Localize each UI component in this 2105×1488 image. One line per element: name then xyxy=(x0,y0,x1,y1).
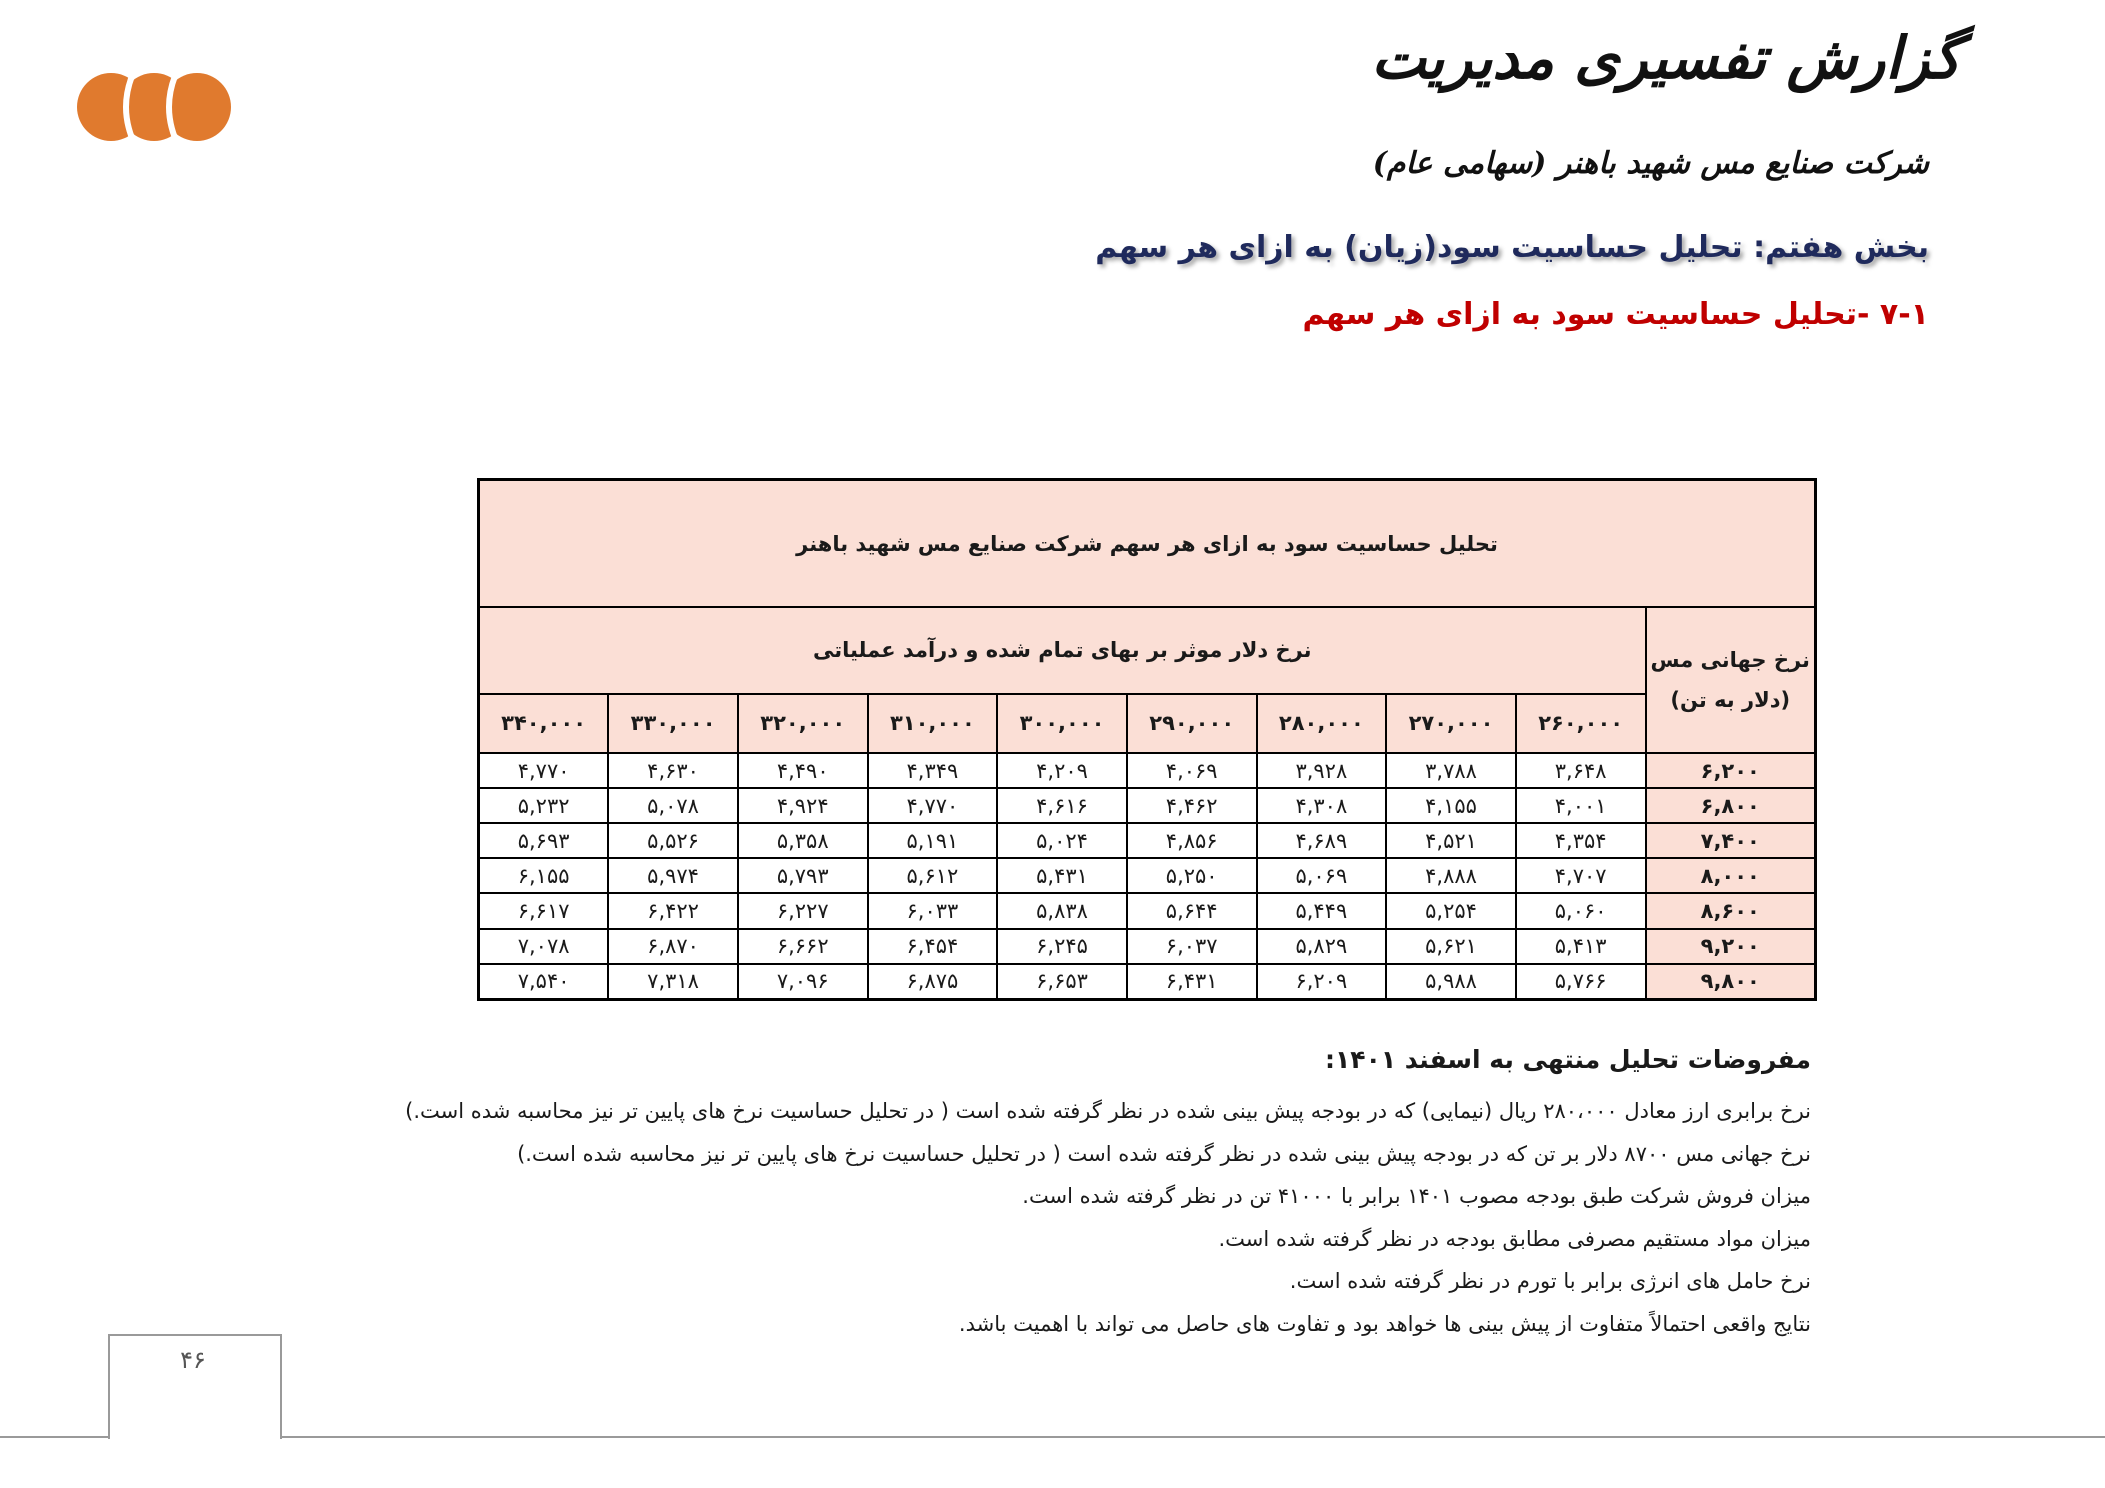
eps-value-cell: ۵,۰۷۸ xyxy=(608,788,738,823)
eps-value-cell: ۵,۷۶۶ xyxy=(1516,964,1646,1000)
eps-value-cell: ۴,۰۶۹ xyxy=(1127,753,1257,788)
dollar-rate-cell: ۳۱۰,۰۰۰ xyxy=(868,694,998,753)
eps-value-cell: ۴,۷۷۰ xyxy=(868,788,998,823)
eps-value-cell: ۵,۴۴۹ xyxy=(1257,893,1387,928)
eps-value-cell: ۵,۷۹۳ xyxy=(738,858,868,893)
eps-value-cell: ۵,۳۵۸ xyxy=(738,823,868,858)
dollar-rate-group-header: نرخ دلار موثر بر بهای تمام شده و درآمد عملیاتی xyxy=(479,607,1646,693)
sub-heading: ۷-۱ -تحلیل حساسیت سود به ازای هر سهم xyxy=(1302,297,1929,332)
table-body xyxy=(479,753,1816,1000)
dollar-rate-header-row xyxy=(479,694,1816,753)
eps-value-cell: ۵,۰۶۰ xyxy=(1516,893,1646,928)
eps-value-cell: ۳,۶۴۸ xyxy=(1516,753,1646,788)
dollar-rate-cell: ۲۸۰,۰۰۰ xyxy=(1257,694,1387,753)
eps-value-cell: ۵,۶۹۳ xyxy=(479,823,609,858)
table-row xyxy=(479,964,1816,1000)
company-logo xyxy=(74,70,234,144)
eps-value-cell: ۵,۸۲۹ xyxy=(1257,929,1387,964)
assumption-item: نرخ حامل های انرژی برابر با تورم در نظر گرفته شده است. xyxy=(1289,1269,1811,1293)
eps-value-cell: ۵,۸۳۸ xyxy=(997,893,1127,928)
eps-value-cell: ۶,۶۶۲ xyxy=(738,929,868,964)
copper-header-line1: نرخ جهانی مس xyxy=(1650,648,1810,673)
eps-value-cell: ۴,۳۴۹ xyxy=(868,753,998,788)
eps-value-cell: ۶,۸۷۵ xyxy=(868,964,998,1000)
eps-value-cell: ۴,۱۵۵ xyxy=(1386,788,1516,823)
dollar-rate-cell: ۳۲۰,۰۰۰ xyxy=(738,694,868,753)
eps-value-cell: ۶,۴۳۱ xyxy=(1127,964,1257,1000)
eps-value-cell: ۴,۴۶۲ xyxy=(1127,788,1257,823)
eps-value-cell: ۶,۶۵۳ xyxy=(997,964,1127,1000)
assumption-item: نرخ برابری ارز معادل ۲۸۰،۰۰۰ ریال (نیمایی) که در بودجه پیش بینی شده در نظر گرفته شده است ( در تحلیل حساسیت نرخ های پایین تر نیز محاسبه شده است.) xyxy=(405,1099,1811,1123)
eps-value-cell: ۶,۱۵۵ xyxy=(479,858,609,893)
eps-value-cell: ۴,۳۰۸ xyxy=(1257,788,1387,823)
eps-value-cell: ۵,۹۷۴ xyxy=(608,858,738,893)
footer-divider xyxy=(0,1436,2105,1438)
copper-price-cell: ۹,۲۰۰ xyxy=(1646,929,1816,964)
eps-value-cell: ۷,۰۹۶ xyxy=(738,964,868,1000)
eps-value-cell: ۵,۲۵۴ xyxy=(1386,893,1516,928)
copper-header-line2: (دلار به تن) xyxy=(1670,688,1791,713)
copper-price-cell: ۹,۸۰۰ xyxy=(1646,964,1816,1000)
eps-value-cell: ۴,۷۷۰ xyxy=(479,753,609,788)
dollar-rate-cell: ۳۳۰,۰۰۰ xyxy=(608,694,738,753)
eps-value-cell: ۳,۹۲۸ xyxy=(1257,753,1387,788)
copper-price-cell: ۶,۲۰۰ xyxy=(1646,753,1816,788)
dollar-rate-cell: ۳۴۰,۰۰۰ xyxy=(479,694,609,753)
eps-value-cell: ۴,۸۸۸ xyxy=(1386,858,1516,893)
assumption-item: نتایج واقعی احتمالاً متفاوت از پیش بینی ها خواهد بود و تفاوت های حاصل می تواند با اهمیت باشد. xyxy=(958,1311,1811,1336)
eps-value-cell: ۷,۳۱۸ xyxy=(608,964,738,1000)
dollar-rate-cell: ۲۹۰,۰۰۰ xyxy=(1127,694,1257,753)
eps-value-cell: ۴,۶۳۰ xyxy=(608,753,738,788)
eps-value-cell: ۵,۹۸۸ xyxy=(1386,964,1516,1000)
eps-value-cell: ۵,۴۳۱ xyxy=(997,858,1127,893)
table-row xyxy=(479,893,1816,928)
dollar-rate-cell: ۳۰۰,۰۰۰ xyxy=(997,694,1127,753)
eps-value-cell: ۴,۴۹۰ xyxy=(738,753,868,788)
copper-price-header xyxy=(1646,607,1816,753)
assumption-item: میزان فروش شرکت طبق بودجه مصوب ۱۴۰۱ برابر با ۴۱۰۰۰ تن در نظر گرفته شده است. xyxy=(1022,1184,1811,1208)
table-row xyxy=(479,823,1816,858)
eps-value-cell: ۶,۲۰۹ xyxy=(1257,964,1387,1000)
assumption-item: نرخ جهانی مس ۸۷۰۰ دلار بر تن که در بودجه پیش بینی شده در نظر گرفته شده است ( در تحلیل حساسیت نرخ های پایین تر نیز محاسبه شده است.) xyxy=(517,1141,1811,1166)
eps-value-cell: ۵,۲۵۰ xyxy=(1127,858,1257,893)
eps-value-cell: ۵,۱۹۱ xyxy=(868,823,998,858)
eps-value-cell: ۷,۵۴۰ xyxy=(479,964,609,1000)
eps-value-cell: ۶,۰۳۳ xyxy=(868,893,998,928)
eps-value-cell: ۶,۸۷۰ xyxy=(608,929,738,964)
copper-price-cell: ۸,۶۰۰ xyxy=(1646,893,1816,928)
eps-value-cell: ۶,۴۵۴ xyxy=(868,929,998,964)
eps-value-cell: ۶,۶۱۷ xyxy=(479,893,609,928)
eps-value-cell: ۴,۷۰۷ xyxy=(1516,858,1646,893)
table-row xyxy=(479,753,1816,788)
table-row xyxy=(479,858,1816,893)
sensitivity-table xyxy=(477,478,1817,1001)
report-title: گزارش تفسیری مدیریت xyxy=(1371,24,1961,92)
eps-value-cell: ۵,۰۶۹ xyxy=(1257,858,1387,893)
copper-price-cell: ۶,۸۰۰ xyxy=(1646,788,1816,823)
eps-value-cell: ۵,۶۱۲ xyxy=(868,858,998,893)
copper-price-cell: ۸,۰۰۰ xyxy=(1646,858,1816,893)
eps-value-cell: ۴,۲۰۹ xyxy=(997,753,1127,788)
eps-value-cell: ۴,۵۲۱ xyxy=(1386,823,1516,858)
eps-value-cell: ۷,۰۷۸ xyxy=(479,929,609,964)
section-heading: بخش هفتم: تحلیل حساسیت سود(زیان) به ازای هر سهم xyxy=(1095,230,1929,265)
assumptions-list xyxy=(311,1090,1811,1345)
eps-value-cell: ۵,۵۲۶ xyxy=(608,823,738,858)
assumption-item: میزان مواد مستقیم مصرفی مطابق بودجه در نظر گرفته شده است. xyxy=(1218,1226,1811,1251)
eps-value-cell: ۴,۶۱۶ xyxy=(997,788,1127,823)
dollar-rate-cell: ۲۶۰,۰۰۰ xyxy=(1516,694,1646,753)
company-name: شرکت صنایع مس شهید باهنر (سهامی عام) xyxy=(1372,146,1929,181)
eps-value-cell: ۴,۶۸۹ xyxy=(1257,823,1387,858)
eps-value-cell: ۴,۹۲۴ xyxy=(738,788,868,823)
eps-value-cell: ۵,۰۲۴ xyxy=(997,823,1127,858)
eps-value-cell: ۶,۰۳۷ xyxy=(1127,929,1257,964)
page-number: ۴۶ xyxy=(180,1346,206,1374)
eps-value-cell: ۵,۲۳۲ xyxy=(479,788,609,823)
eps-value-cell: ۵,۴۱۳ xyxy=(1516,929,1646,964)
copper-price-cell: ۷,۴۰۰ xyxy=(1646,823,1816,858)
eps-value-cell: ۵,۶۴۴ xyxy=(1127,893,1257,928)
table-caption: تحلیل حساسیت سود به ازای هر سهم شرکت صنایع مس شهید باهنر xyxy=(479,480,1816,608)
table-row xyxy=(479,788,1816,823)
table-row xyxy=(479,929,1816,964)
eps-value-cell: ۴,۰۰۱ xyxy=(1516,788,1646,823)
eps-value-cell: ۴,۸۵۶ xyxy=(1127,823,1257,858)
eps-value-cell: ۶,۴۲۲ xyxy=(608,893,738,928)
dollar-rate-cell: ۲۷۰,۰۰۰ xyxy=(1386,694,1516,753)
eps-value-cell: ۶,۲۴۵ xyxy=(997,929,1127,964)
eps-value-cell: ۳,۷۸۸ xyxy=(1386,753,1516,788)
assumptions-title: مفروضات تحلیل منتهی به اسفند ۱۴۰۱: xyxy=(1325,1045,1811,1074)
eps-value-cell: ۴,۳۵۴ xyxy=(1516,823,1646,858)
eps-value-cell: ۵,۶۲۱ xyxy=(1386,929,1516,964)
eps-value-cell: ۶,۲۲۷ xyxy=(738,893,868,928)
